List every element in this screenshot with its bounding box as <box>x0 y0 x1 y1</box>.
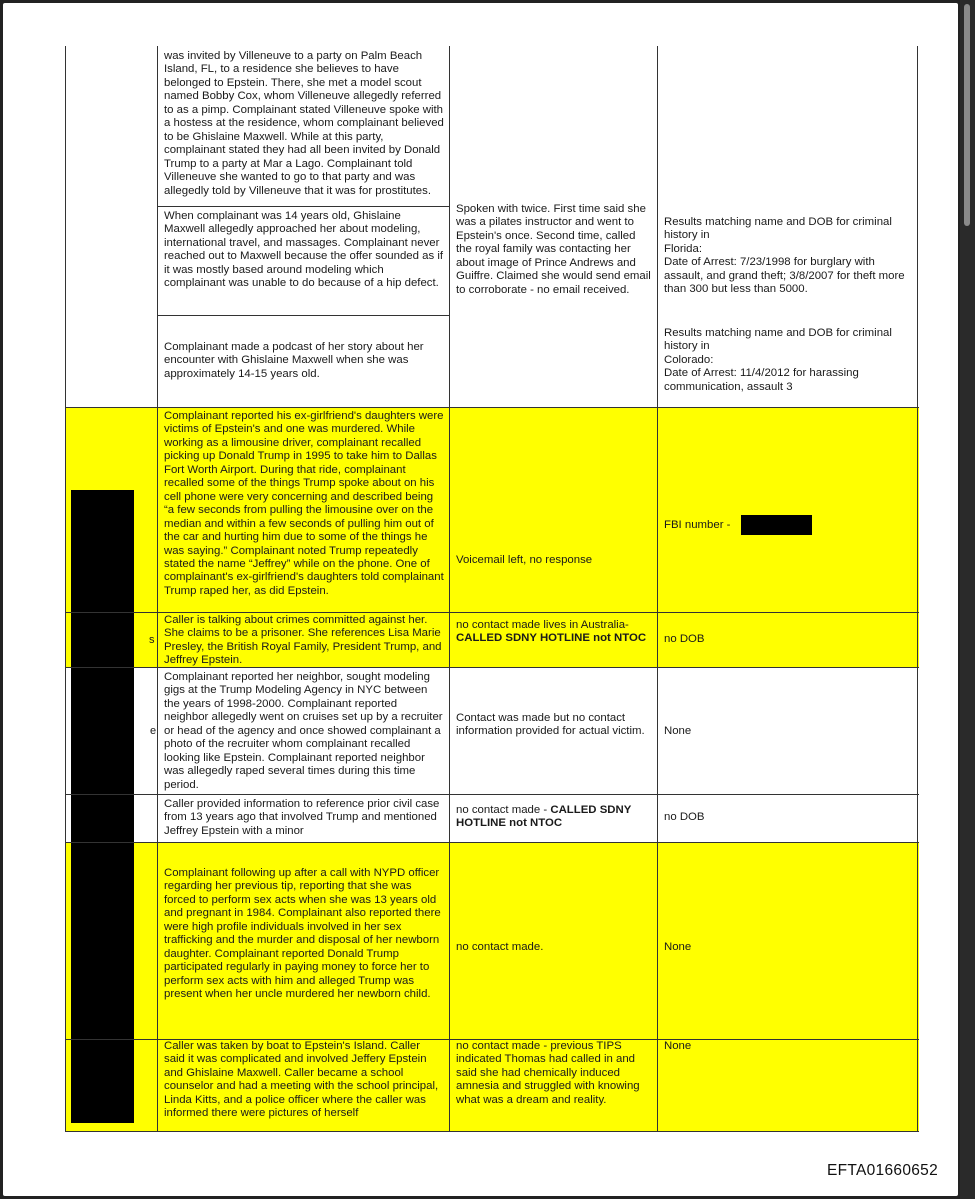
row-4-contact-plain: no contact made lives in Australia- <box>456 619 629 631</box>
column-divider-2 <box>449 46 450 1132</box>
table-border-right <box>917 46 918 1132</box>
row-5-result: None <box>664 725 692 737</box>
table-border-left <box>65 46 66 1132</box>
row-4-description: Caller is talking about crimes committed against her. She claims to be a prisoner. She references Lisa Marie Presley, the British Royal Family, President Trump, and Jeffrey Epstein. <box>164 614 442 667</box>
row-3-4-divider <box>65 612 919 613</box>
row-3-contact-status: Voicemail left, no response <box>456 554 593 566</box>
fbi-number-redaction <box>741 515 812 535</box>
complaints-table <box>65 46 919 1132</box>
row-5-cut-text: e <box>150 725 157 737</box>
table-border-bottom <box>65 1131 919 1132</box>
column-divider-3 <box>657 46 658 1132</box>
row-7-description: Complainant following up after a call with NYPD officer regarding her previous tip, reporting that she was forced to perform sex acts when she was 13 years old and pregnant in 1984. Complainant also reported there were high profile individuals involved in her sex trafficking and the murder and disposal of her newborn daughter. Complainant reported Donald Trump participated regularly in paying money to force her to perform sex acts with him and alleged Trump was present when her uncle murdered her newborn child. <box>164 867 441 1001</box>
row-6-description: Caller provided information to reference prior civil case from 13 years ago that involved Trump and mentioned Jeffrey Epstein with a minor <box>164 798 440 837</box>
row-6-contact-bold: CALLED SDNY HOTLINE not NTOC <box>456 804 632 830</box>
name-column-redaction <box>71 490 134 1123</box>
row-2-description: Complainant made a podcast of her story about her encounter with Ghislaine Maxwell when she was approximately 14-15 years old. <box>164 341 424 380</box>
row-1-2-divider <box>157 315 449 316</box>
row-1-description-b: When complainant was 14 years old, Ghislaine Maxwell allegedly approached her about modeling, international travel, and massages. Complainant never reached out to Maxwell because the offer sounded as if it was mostly based around modeling which complainant was unable to do because of a hip defect. <box>164 210 444 290</box>
row-7-result: None <box>664 941 692 953</box>
row-7-8-divider <box>65 1039 919 1040</box>
row-6-contact-plain: no contact made - <box>456 804 551 816</box>
fbi-number-label: FBI number - <box>664 519 731 531</box>
row-4-contact-bold: CALLED SDNY HOTLINE not NTOC <box>456 632 647 645</box>
document-page <box>3 3 958 1196</box>
row-8-contact-status: no contact made - previous TIPS indicated Thomas had called in and said she had chemically induced amnesia and struggled with knowing what was a dream and reality. <box>456 1040 640 1106</box>
row-7-contact-status: no contact made. <box>456 941 544 953</box>
row-5-description: Complainant reported her neighbor, sought modeling gigs at the Trump Modeling Agency in NYC between the years of 1998-2000. Complainant reported neighbor allegedly went on cruises set up by a recruiter or head of the agency and once showed complainant a photo of the recruiter whom complainant recalled looking like Epstein. Complainant reported neighbor was allegedly raped several times during this time period. <box>164 671 443 791</box>
row-4-result: no DOB <box>664 633 705 645</box>
row-6-result: no DOB <box>664 811 705 823</box>
row-4-cut-text: s <box>149 634 155 646</box>
row-2-criminal-history: Results matching name and DOB for criminal history in Colorado: Date of Arrest: 11/4/2012 for harassing communication, assault 3 <box>664 327 892 393</box>
row-1-description-a: was invited by Villeneuve to a party on Palm Beach Island, FL, to a residence she believes to have belonged to Epstein. There, she met a model scout named Bobby Cox, whom Villeneuve allegedly referred to as a pimp. Complainant stated Villeneuve spoke with a hostess at the residence, whom complainant believed to be Ghislaine Maxwell. While at this party, complainant stated they had all been invited by Donald Trump to a party at Mar a Lago. Complainant told Villeneuve she wanted to go to that party and was allegedly told by Villeneuve that it was for prostitutes. <box>164 50 444 197</box>
row-8-description: Caller was taken by boat to Epstein's Island. Caller said it was complicated and involved Jeffery Epstein and Ghislaine Maxwell. Caller became a school counselor and had a meeting with the school principal, Linda Kitts, and a police officer where the caller was informed there were pictures of herself <box>164 1040 439 1120</box>
row-4-contact-status <box>450 619 658 664</box>
row-1-criminal-history: Results matching name and DOB for criminal history in Florida: Date of Arrest: 7/23/1998 for burglary with assault, and grand theft; 3/8/2007 for theft more than 300 but less than 5000. <box>664 216 905 296</box>
row-4-5-divider <box>65 667 919 668</box>
column-divider-1 <box>157 46 158 1132</box>
row-6-contact-status <box>450 804 658 836</box>
row-2-3-divider <box>65 407 919 408</box>
row-3-description: Complainant reported his ex-girlfriend's daughters were victims of Epstein's and one was murdered. While working as a limousine driver, complainant recalled picking up Donald Trump in 1995 to take him to Dallas Fort Worth Airport. During that ride, complainant recalled some of the things Trump spoke about on his cell phone were very concerning and described being “a few seconds from pulling the limousine over on the median and within a few seconds of pulling him out of the car and hurting him due to some of the things he was saying.” Complainant noted Trump repeatedly stated the name “Jeffrey” while on the phone. One of complainant's ex-girlfriend's daughters told complainant Trump raped her, as did Epstein. <box>164 410 444 597</box>
vertical-scrollbar[interactable] <box>960 0 975 1199</box>
row-1-inner-divider <box>157 206 449 207</box>
row-6-7-divider <box>65 842 919 843</box>
scrollbar-thumb[interactable] <box>964 4 970 226</box>
row-8-result: None <box>664 1040 692 1052</box>
row-5-6-divider <box>65 794 919 795</box>
bates-number: EFTA01660652 <box>826 1162 938 1179</box>
row-1-contact-status: Spoken with twice. First time said she was a pilates instructor and went to Epstein's once. Second time, called the royal family was contacting her about image of Prince Andrews and Guiffre. Claimed she would send email to corroborate - no email received. <box>456 203 651 296</box>
row-5-contact-status: Contact was made but no contact information provided for actual victim. <box>456 712 645 738</box>
